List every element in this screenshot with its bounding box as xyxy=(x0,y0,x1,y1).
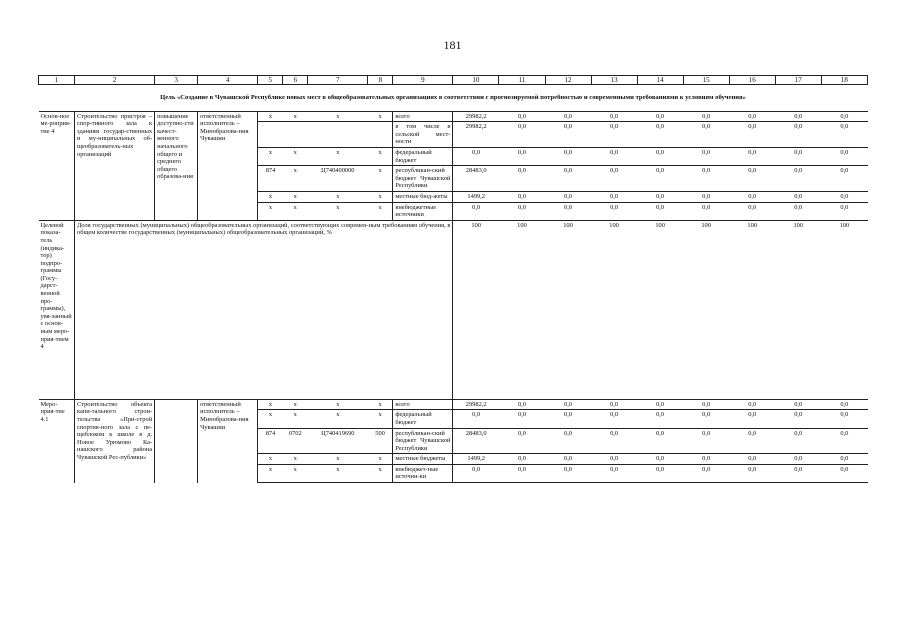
amount-year-6: 0,0 xyxy=(683,464,729,482)
amount-year-1: 0,0 xyxy=(453,464,499,482)
indicator-row xyxy=(39,220,868,399)
amount-year-9: 0,0 xyxy=(821,399,867,410)
expense-type-code xyxy=(368,122,393,148)
amount-year-7: 0,0 xyxy=(729,454,775,465)
amount-year-4: 0,0 xyxy=(591,428,637,454)
amount-year-1: 1499,2 xyxy=(453,454,499,465)
grbs-code: х xyxy=(258,191,283,202)
target-article-code: Ц740419690 xyxy=(308,428,368,454)
funding-source: местные бюд-жеты xyxy=(393,191,453,202)
amount-year-2: 0,0 xyxy=(499,147,545,165)
amount-year-2: 0,0 xyxy=(499,428,545,454)
amount-year-7: 0,0 xyxy=(729,147,775,165)
grbs-code: х xyxy=(258,399,283,410)
event-4-1-description: Строительство объекта капи-тального строи-тельства «При-строй спортив-ного зала с пе-щеблоком к школе в д. Новое Урюмово Ка-нашского района Чувашской Рес-публики» xyxy=(75,399,155,482)
grbs-code: х xyxy=(258,147,283,165)
grbs-code: 874 xyxy=(258,428,283,454)
amount-year-7: 0,0 xyxy=(729,122,775,148)
amount-year-7: 0,0 xyxy=(729,111,775,122)
target-article-code: х xyxy=(308,454,368,465)
amount-year-9: 0,0 xyxy=(821,166,867,192)
amount-year-4: 0,0 xyxy=(591,122,637,148)
amount-year-6: 0,0 xyxy=(683,202,729,220)
grbs-code: х xyxy=(258,202,283,220)
amount-year-6: 0,0 xyxy=(683,166,729,192)
grbs-code: х xyxy=(258,410,283,428)
amount-year-2: 0,0 xyxy=(499,202,545,220)
amount-year-5: 0,0 xyxy=(637,166,683,192)
section-code: х xyxy=(283,399,308,410)
section-code: 0702 xyxy=(283,428,308,454)
target-article-code: х xyxy=(308,464,368,482)
amount-year-3: 0,0 xyxy=(545,464,591,482)
amount-year-9: 0,0 xyxy=(821,464,867,482)
amount-year-4: 0,0 xyxy=(591,166,637,192)
amount-year-4: 0,0 xyxy=(591,464,637,482)
amount-year-5: 0,0 xyxy=(637,454,683,465)
goal-text: Цель «Создание в Чувашской Республике новых мест в общеобразовательных организациях в соответствии с прогнозируемой потребностью и современными требованиями к условиям обучения» xyxy=(39,85,868,112)
event-4-1-event-name: Меро-прия-тие 4.1 xyxy=(39,399,75,482)
event-4-1-goal-link xyxy=(155,399,198,482)
column-number-6: 6 xyxy=(283,76,308,85)
amount-year-6: 0,0 xyxy=(683,122,729,148)
amount-year-5: 0,0 xyxy=(637,410,683,428)
indicator-value-year-7: 100 xyxy=(729,220,775,399)
amount-year-2: 0,0 xyxy=(499,454,545,465)
amount-year-1: 0,0 xyxy=(453,410,499,428)
funding-source: всего xyxy=(393,111,453,122)
grbs-code: х xyxy=(258,454,283,465)
expense-type-code: х xyxy=(368,202,393,220)
amount-year-3: 0,0 xyxy=(545,111,591,122)
section-code: х xyxy=(283,111,308,122)
amount-year-7: 0,0 xyxy=(729,428,775,454)
amount-year-7: 0,0 xyxy=(729,410,775,428)
amount-year-9: 0,0 xyxy=(821,191,867,202)
section-code: х xyxy=(283,454,308,465)
column-number-14: 14 xyxy=(637,76,683,85)
section-code: х xyxy=(283,191,308,202)
amount-year-6: 0,0 xyxy=(683,399,729,410)
expense-type-code: х xyxy=(368,166,393,192)
amount-year-4: 0,0 xyxy=(591,191,637,202)
amount-year-1: 0,0 xyxy=(453,147,499,165)
column-number-9: 9 xyxy=(393,76,453,85)
main-event-4-goal-link: повышение доступно-сти качест-венного начального общего и среднего общего образова-ния xyxy=(155,111,198,220)
main-event-4-executor: ответственный исполнитель – Минобразова-ния Чувашии xyxy=(198,111,258,220)
column-number-13: 13 xyxy=(591,76,637,85)
section-code: х xyxy=(283,166,308,192)
grbs-code xyxy=(258,122,283,148)
funding-source: внебюджетные источники xyxy=(393,202,453,220)
amount-year-6: 0,0 xyxy=(683,111,729,122)
amount-year-3: 0,0 xyxy=(545,166,591,192)
column-number-3: 3 xyxy=(155,76,198,85)
column-number-18: 18 xyxy=(821,76,867,85)
amount-year-7: 0,0 xyxy=(729,202,775,220)
page-number: 181 xyxy=(443,38,462,52)
amount-year-9: 0,0 xyxy=(821,122,867,148)
amount-year-8: 0,0 xyxy=(775,202,821,220)
amount-year-6: 0,0 xyxy=(683,410,729,428)
amount-year-4: 0,0 xyxy=(591,147,637,165)
amount-year-7: 0,0 xyxy=(729,166,775,192)
amount-year-4: 0,0 xyxy=(591,399,637,410)
amount-year-9: 0,0 xyxy=(821,202,867,220)
column-number-2: 2 xyxy=(75,76,155,85)
target-article-code: х xyxy=(308,202,368,220)
column-number-header-row xyxy=(39,76,868,85)
amount-year-4: 0,0 xyxy=(591,410,637,428)
main-event-4-event-name: Основ-ное ме-роприя-тие 4 xyxy=(39,111,75,220)
amount-year-2: 0,0 xyxy=(499,191,545,202)
amount-year-1: 29982,2 xyxy=(453,111,499,122)
event-4-1-executor: ответственный исполнитель – Минобразова-ния Чувашии xyxy=(198,399,258,482)
amount-year-9: 0,0 xyxy=(821,454,867,465)
amount-year-1: 28483,0 xyxy=(453,166,499,192)
amount-year-8: 0,0 xyxy=(775,147,821,165)
expense-type-code: х xyxy=(368,147,393,165)
amount-year-8: 0,0 xyxy=(775,454,821,465)
amount-year-5: 0,0 xyxy=(637,399,683,410)
column-number-8: 8 xyxy=(368,76,393,85)
amount-year-1: 1499,2 xyxy=(453,191,499,202)
section-code xyxy=(283,122,308,148)
target-article-code: х xyxy=(308,111,368,122)
indicator-text: Доля государственных (муниципальных) общеобразовательных организаций, соответствующих современ-ным требованиям обучения, в общем количестве государственных (муниципальных) общеобразовательных организаций, % xyxy=(75,220,453,399)
expense-type-code: х xyxy=(368,410,393,428)
amount-year-3: 0,0 xyxy=(545,122,591,148)
amount-year-4: 0,0 xyxy=(591,454,637,465)
indicator-value-year-2: 100 xyxy=(499,220,545,399)
amount-year-3: 0,0 xyxy=(545,191,591,202)
target-article-code: х xyxy=(308,147,368,165)
target-article-code: х xyxy=(308,399,368,410)
grbs-code: 874 xyxy=(258,166,283,192)
funding-source: внебюджет-ные источни-ки xyxy=(393,464,453,482)
amount-year-7: 0,0 xyxy=(729,191,775,202)
amount-year-5: 0,0 xyxy=(637,111,683,122)
expense-type-code: х xyxy=(368,464,393,482)
amount-year-5: 0,0 xyxy=(637,428,683,454)
funding-source: республикан-ский бюджет Чувашской Республики xyxy=(393,166,453,192)
grbs-code: х xyxy=(258,464,283,482)
amount-year-3: 0,0 xyxy=(545,454,591,465)
amount-year-5: 0,0 xyxy=(637,191,683,202)
amount-year-2: 0,0 xyxy=(499,399,545,410)
main-event-4-description: Строительство пристроя – спор-тивного зала к зданиям государ-ственных и му-ниципальных об-щеобразователь-ных организаций xyxy=(75,111,155,220)
amount-year-8: 0,0 xyxy=(775,428,821,454)
amount-year-5: 0,0 xyxy=(637,147,683,165)
indicator-value-year-6: 100 xyxy=(683,220,729,399)
amount-year-8: 0,0 xyxy=(775,166,821,192)
amount-year-7: 0,0 xyxy=(729,464,775,482)
amount-year-3: 0,0 xyxy=(545,410,591,428)
amount-year-4: 0,0 xyxy=(591,202,637,220)
indicator-value-year-8: 100 xyxy=(775,220,821,399)
amount-year-8: 0,0 xyxy=(775,191,821,202)
column-number-16: 16 xyxy=(729,76,775,85)
indicator-value-year-3: 100 xyxy=(545,220,591,399)
grbs-code: х xyxy=(258,111,283,122)
column-number-17: 17 xyxy=(775,76,821,85)
main-event-4-row xyxy=(39,111,868,122)
amount-year-6: 0,0 xyxy=(683,147,729,165)
column-number-4: 4 xyxy=(198,76,258,85)
amount-year-1: 29982,2 xyxy=(453,399,499,410)
indicator-value-year-4: 100 xyxy=(591,220,637,399)
expense-type-code: х xyxy=(368,191,393,202)
column-number-10: 10 xyxy=(453,76,499,85)
target-article-code xyxy=(308,122,368,148)
column-number-7: 7 xyxy=(308,76,368,85)
target-article-code: х xyxy=(308,410,368,428)
funding-source: федеральный бюджет xyxy=(393,410,453,428)
indicator-value-year-1: 100 xyxy=(453,220,499,399)
column-number-5: 5 xyxy=(258,76,283,85)
amount-year-1: 29982,2 xyxy=(453,122,499,148)
amount-year-3: 0,0 xyxy=(545,147,591,165)
indicator-label: Целевой показа-тель (индика-тор) подпро-граммы (Госу-дарст-венной про-граммы), увя-занный с основ-ным меро-прия-тием 4 xyxy=(39,220,75,399)
amount-year-8: 0,0 xyxy=(775,111,821,122)
amount-year-5: 0,0 xyxy=(637,464,683,482)
amount-year-2: 0,0 xyxy=(499,111,545,122)
budget-table xyxy=(38,75,868,483)
amount-year-5: 0,0 xyxy=(637,122,683,148)
amount-year-9: 0,0 xyxy=(821,428,867,454)
amount-year-1: 0,0 xyxy=(453,202,499,220)
funding-source: всего xyxy=(393,399,453,410)
funding-source: в том числе в сельской мест-ности xyxy=(393,122,453,148)
funding-source: федеральный бюджет xyxy=(393,147,453,165)
amount-year-6: 0,0 xyxy=(683,191,729,202)
goal-row xyxy=(39,85,868,112)
amount-year-7: 0,0 xyxy=(729,399,775,410)
amount-year-8: 0,0 xyxy=(775,122,821,148)
indicator-value-year-9: 100 xyxy=(821,220,867,399)
column-number-11: 11 xyxy=(499,76,545,85)
amount-year-3: 0,0 xyxy=(545,399,591,410)
amount-year-3: 0,0 xyxy=(545,202,591,220)
amount-year-8: 0,0 xyxy=(775,399,821,410)
section-code: х xyxy=(283,464,308,482)
section-code: х xyxy=(283,147,308,165)
amount-year-6: 0,0 xyxy=(683,428,729,454)
column-number-12: 12 xyxy=(545,76,591,85)
section-code: х xyxy=(283,410,308,428)
section-code: х xyxy=(283,202,308,220)
amount-year-2: 0,0 xyxy=(499,166,545,192)
funding-source: республикан-ский бюджет Чувашской Республики xyxy=(393,428,453,454)
funding-source: местные бюджеты xyxy=(393,454,453,465)
indicator-value-year-5: 100 xyxy=(637,220,683,399)
amount-year-9: 0,0 xyxy=(821,147,867,165)
amount-year-1: 28483,0 xyxy=(453,428,499,454)
expense-type-code: х xyxy=(368,454,393,465)
amount-year-2: 0,0 xyxy=(499,122,545,148)
expense-type-code: х xyxy=(368,399,393,410)
event-4-1-row xyxy=(39,399,868,410)
amount-year-4: 0,0 xyxy=(591,111,637,122)
amount-year-8: 0,0 xyxy=(775,410,821,428)
expense-type-code: 500 xyxy=(368,428,393,454)
target-article-code: х xyxy=(308,191,368,202)
amount-year-3: 0,0 xyxy=(545,428,591,454)
amount-year-5: 0,0 xyxy=(637,202,683,220)
amount-year-9: 0,0 xyxy=(821,410,867,428)
expense-type-code: х xyxy=(368,111,393,122)
amount-year-2: 0,0 xyxy=(499,410,545,428)
amount-year-9: 0,0 xyxy=(821,111,867,122)
amount-year-6: 0,0 xyxy=(683,454,729,465)
column-number-1: 1 xyxy=(39,76,75,85)
amount-year-8: 0,0 xyxy=(775,464,821,482)
target-article-code: Ц740400000 xyxy=(308,166,368,192)
column-number-15: 15 xyxy=(683,76,729,85)
amount-year-2: 0,0 xyxy=(499,464,545,482)
